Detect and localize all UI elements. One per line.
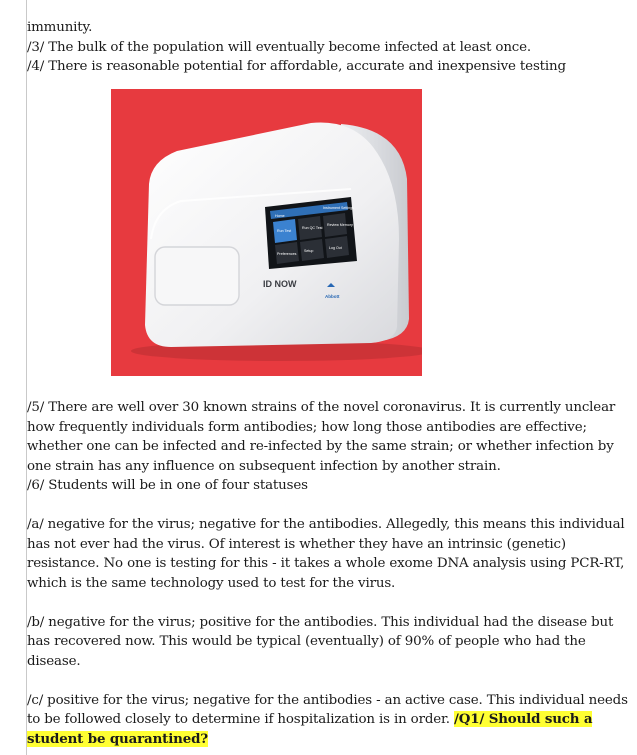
paragraph-c — [27, 691, 629, 750]
device-screen — [265, 197, 357, 269]
spacer — [27, 496, 629, 516]
screen-btn-4: Preferences — [277, 252, 297, 256]
paragraph-5: /5/ There are well over 30 known strains of the novel coronavirus. It is currently unclear how frequently individuals form antibodies; how long those antibodies are effective; whether one can be infected and re-infected by the same strain; or whether infection by one strain has any influence on subsequent infection by another strain. — [27, 400, 616, 474]
line-immunity: immunity. — [27, 20, 93, 35]
question-highlight: /Q1/ Should such a student be quarantined? — [27, 711, 593, 747]
id-now-device-image — [111, 89, 422, 376]
paragraph-c-text: /c/ positive for the virus; negative for the antibodies - an active case. This individual needs to be followed closely to determine if hospitalization is in order. — [27, 692, 628, 727]
device-brand-label: ID NOW — [263, 279, 297, 289]
spacer — [27, 593, 629, 613]
spacer — [27, 671, 629, 691]
intro-lines — [27, 18, 629, 77]
screen-header: Home — [275, 214, 285, 218]
paragraph-a: /a/ negative for the virus; negative for the antibodies. Allegedly, this means this individual has not ever had the virus. Of interest is whether they have an intrinsic (genetic) resistance. No one is testing for this - it takes a whole exome DNA analysis using PCR-RT, which is the same technology used to test for the virus. — [27, 517, 625, 591]
screen-btn-3: Review Memory — [327, 223, 353, 227]
body-text — [27, 398, 629, 749]
line-point-3: /3/ The bulk of the population will eventually become infected at least once. — [27, 39, 532, 55]
paragraph-6: /6/ Students will be in one of four statuses — [27, 478, 308, 493]
device-maker-label: Abbott — [325, 294, 340, 299]
screen-user: Instrument Settings — [323, 206, 354, 210]
paragraph-b: /b/ negative for the virus; positive for the antibodies. This individual had the disease but has recovered now. This would be typical (eventually) of 90% of people who had the disease. — [27, 614, 614, 669]
line-point-4: /4/ There is reasonable potential for affordable, accurate and inexpensive testing — [27, 59, 566, 74]
screen-btn-1: Run Test — [277, 229, 292, 233]
screen-btn-2: Run QC Test — [302, 226, 323, 230]
screen-btn-5: Setup — [304, 249, 314, 253]
screen-btn-6: Log Out — [329, 246, 342, 250]
